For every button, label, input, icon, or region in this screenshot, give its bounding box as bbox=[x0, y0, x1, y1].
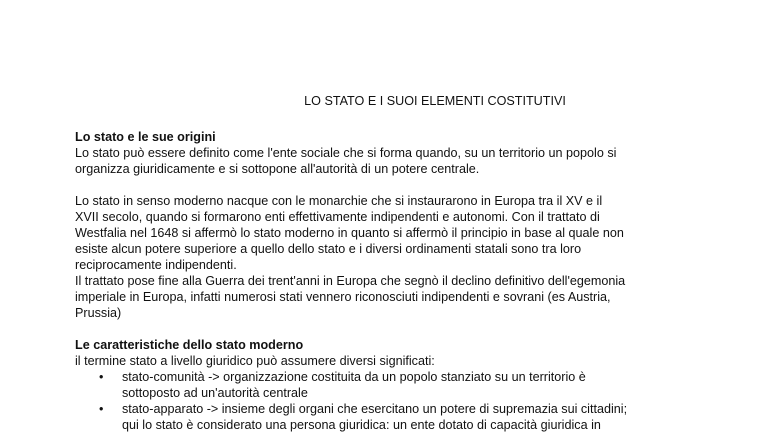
paragraph-line: Prussia) bbox=[75, 306, 122, 320]
paragraph-line: esiste alcun potere superiore a quello dello stato e i diversi ordinamenti statali sono tra loro bbox=[75, 242, 582, 256]
bullet-icon: • bbox=[99, 402, 104, 416]
list-item-line: stato-apparato -> insieme degli organi che esercitano un potere di supremazia sui cittadini; bbox=[122, 402, 628, 416]
list-item bbox=[75, 401, 735, 433]
paragraph-line: imperiale in Europa, infatti numerosi stati vennero riconosciuti indipendenti e sovrani (es Austria, bbox=[75, 290, 611, 304]
list-item bbox=[75, 369, 735, 401]
section-intro: il termine stato a livello giuridico può assumere diversi significati: bbox=[75, 354, 435, 368]
paragraph-line: Lo stato in senso moderno nacque con le monarchie che si instaurarono in Europa tra il XV e il bbox=[75, 194, 603, 208]
paragraph-line: Westfalia nel 1648 si affermò lo stato moderno in quanto si affermò il principio in base al quale non bbox=[75, 226, 624, 240]
bullet-list bbox=[75, 369, 735, 433]
document-page bbox=[75, 93, 735, 433]
document-title: LO STATO E I SUOI ELEMENTI COSTITUTIVI bbox=[304, 94, 566, 108]
bullet-icon: • bbox=[99, 370, 104, 384]
paragraph-line: Lo stato può essere definito come l'ente sociale che si forma quando, su un territorio un popolo si bbox=[75, 146, 617, 160]
paragraph-line: organizza giuridicamente e si sottopone all'autorità di un potere centrale. bbox=[75, 162, 480, 176]
paragraph-line: reciprocamente indipendenti. bbox=[75, 258, 237, 272]
list-item-line: stato-comunità -> organizzazione costituita da un popolo stanziato su un territorio è bbox=[122, 370, 586, 384]
paragraph-line: Il trattato pose fine alla Guerra dei trent'anni in Europa che segnò il declino definitivo dell'egemonia bbox=[75, 274, 626, 288]
list-item-line: qui lo stato è considerato una persona giuridica: un ente dotato di capacità giuridica in bbox=[122, 418, 601, 432]
section-heading-caratteristiche: Le caratteristiche dello stato moderno bbox=[75, 338, 304, 352]
list-item-line: sottoposto ad un'autorità centrale bbox=[122, 386, 308, 400]
section-heading-origini: Lo stato e le sue origini bbox=[75, 130, 216, 144]
paragraph-line: XVII secolo, quando si formarono enti effettivamente indipendenti e autonomi. Con il trattato di bbox=[75, 210, 600, 224]
